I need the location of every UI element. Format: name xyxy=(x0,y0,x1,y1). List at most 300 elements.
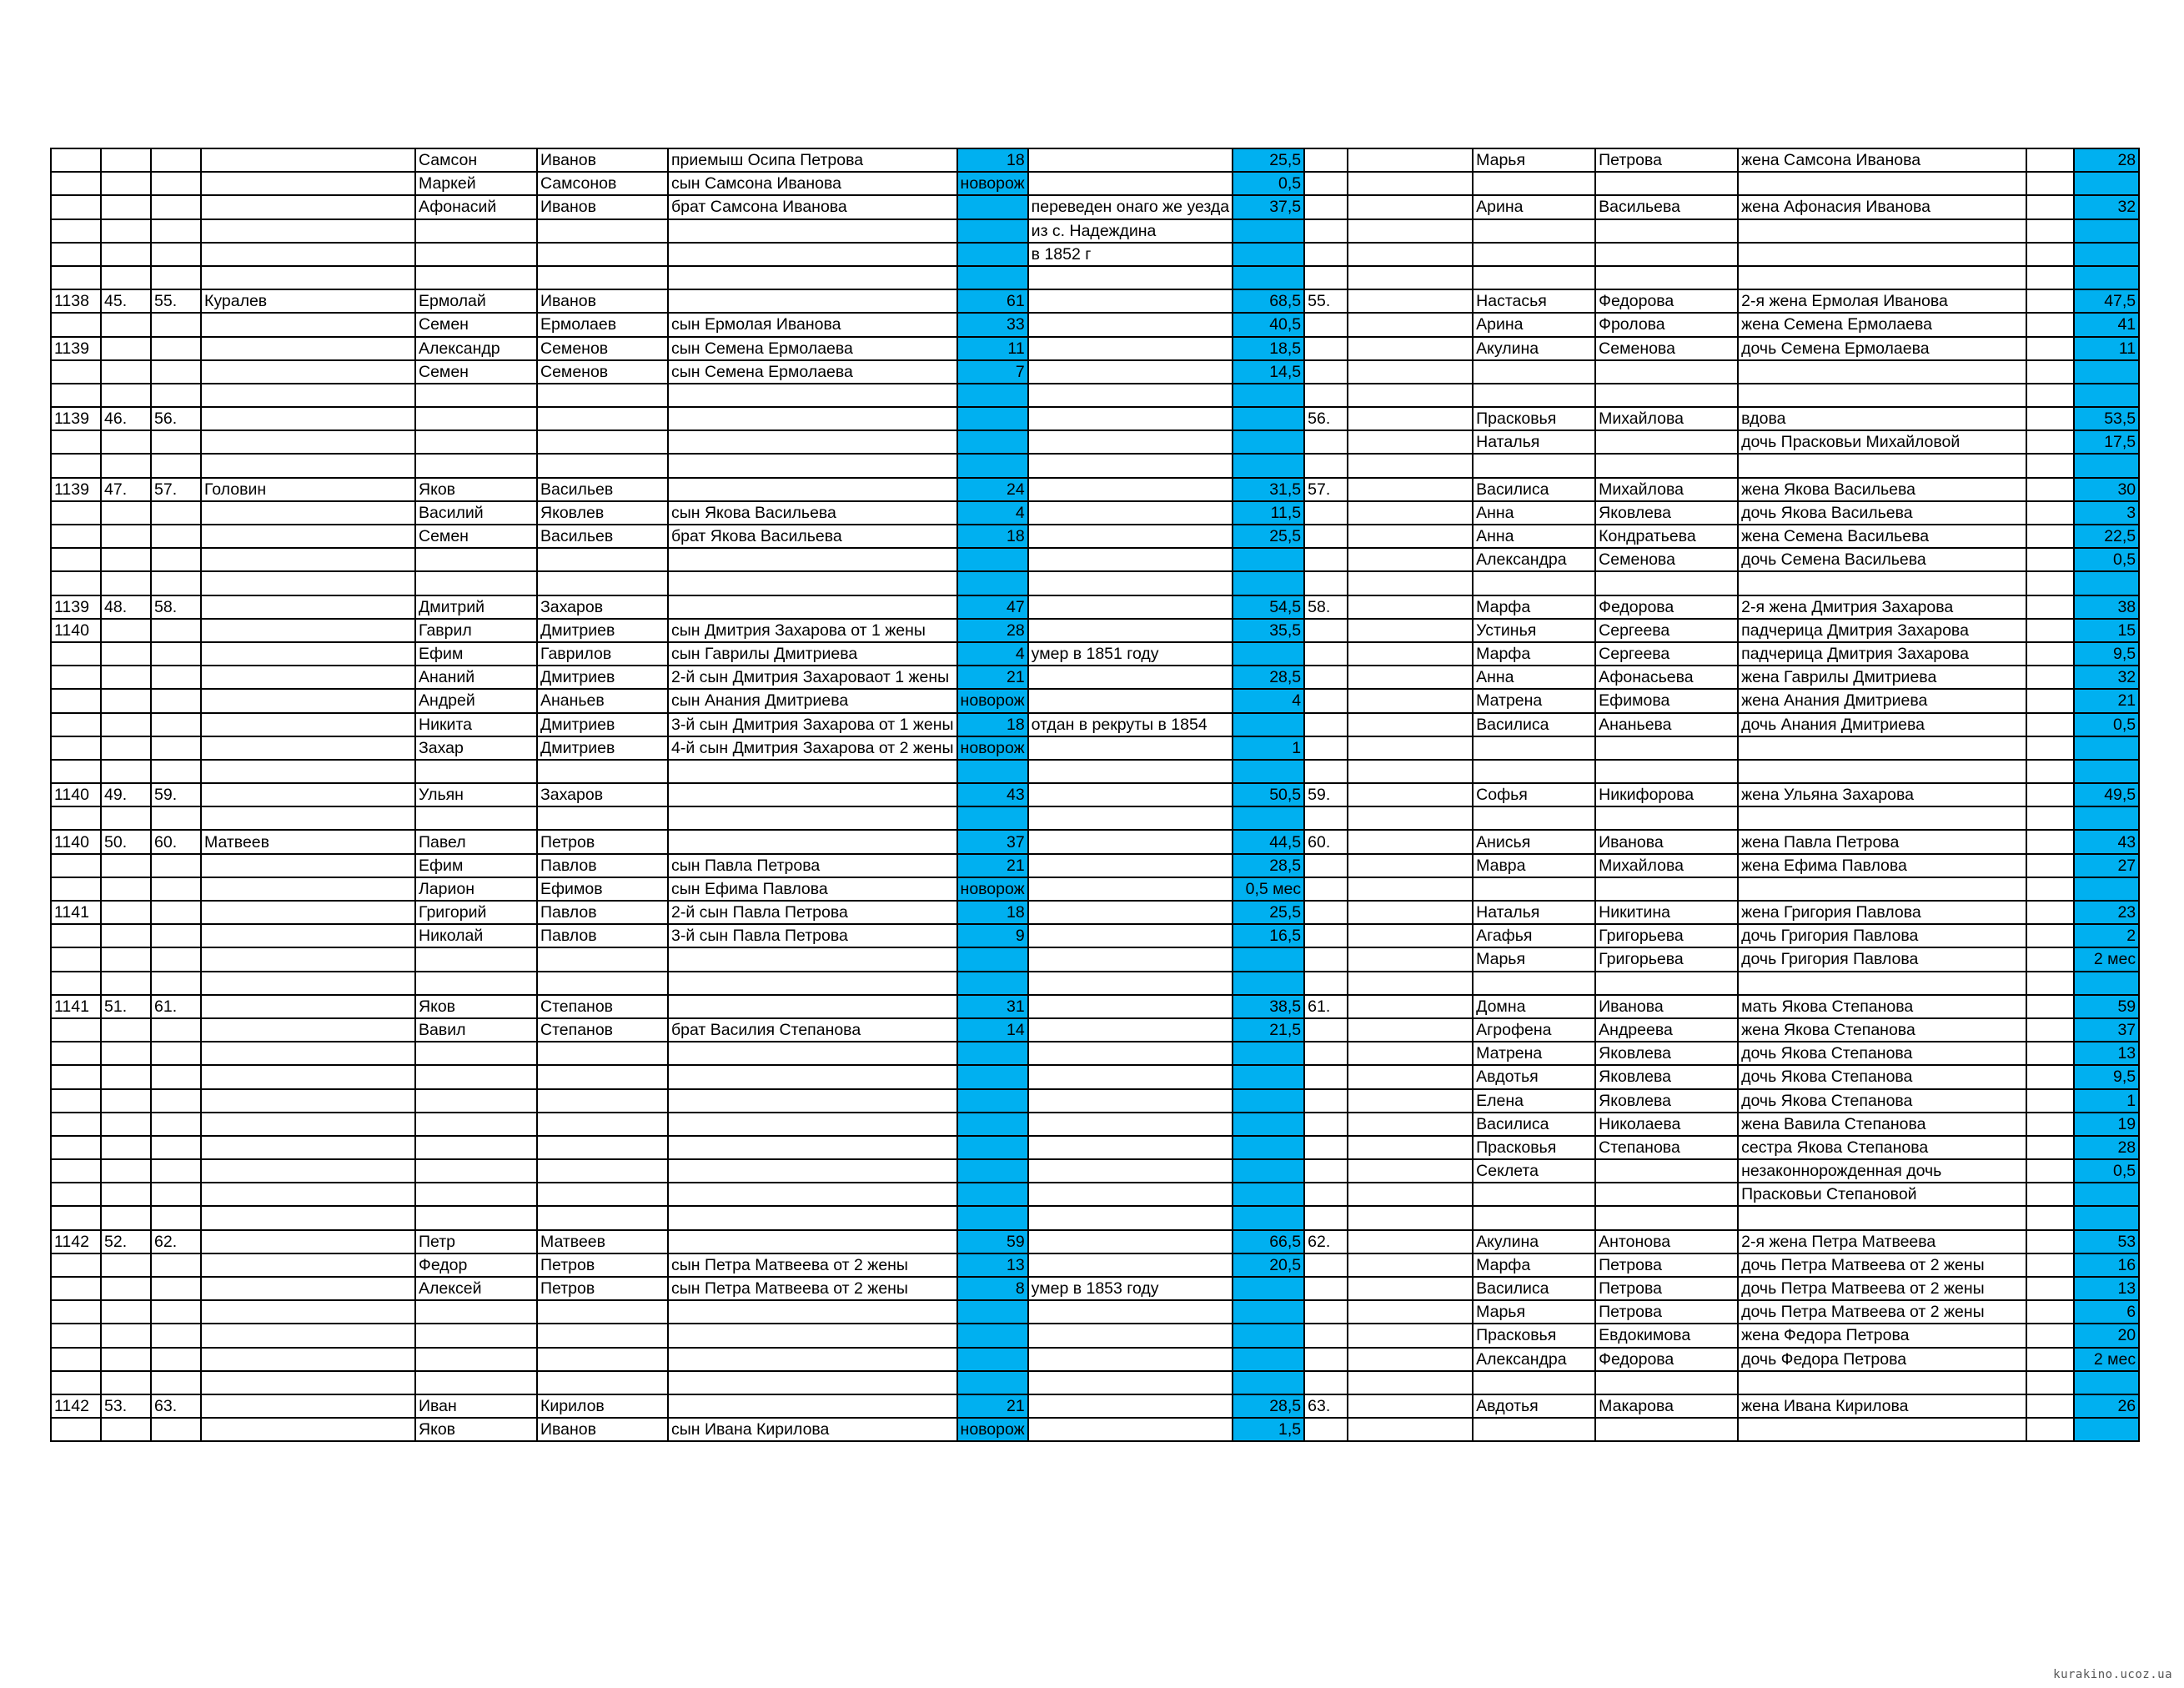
table-row xyxy=(51,525,2139,548)
table-cell: Николаева xyxy=(1595,1113,1738,1136)
table-cell xyxy=(2074,877,2139,901)
table-cell xyxy=(1233,219,1304,243)
table-cell xyxy=(1304,1183,1348,1206)
table-cell xyxy=(1028,571,1233,595)
table-cell: 47. xyxy=(101,478,151,501)
table-cell xyxy=(2074,219,2139,243)
table-cell xyxy=(1304,148,1348,172)
table-cell: 9,5 xyxy=(2074,1065,2139,1088)
table-row xyxy=(51,1324,2139,1347)
table-cell xyxy=(1595,972,1738,995)
table-cell xyxy=(1233,760,1304,783)
table-cell: Дмитриев xyxy=(537,619,668,642)
table-cell: Семенов xyxy=(537,360,668,384)
table-cell: сын Самсона Иванова xyxy=(668,172,957,195)
table-cell: 50,5 xyxy=(1233,783,1304,806)
table-cell xyxy=(151,713,201,736)
table-cell xyxy=(51,219,101,243)
table-cell xyxy=(537,1348,668,1371)
table-cell: Григорий xyxy=(415,901,537,924)
table-cell: Матвеев xyxy=(537,1230,668,1253)
table-cell: Ермолаев xyxy=(537,313,668,336)
table-cell: Ефимова xyxy=(1595,689,1738,712)
table-cell xyxy=(51,947,101,971)
table-cell xyxy=(201,619,415,642)
table-cell: 33 xyxy=(957,313,1028,336)
table-cell: 2-й сын Дмитрия Захароваот 1 жены xyxy=(668,666,957,689)
table-cell xyxy=(668,972,957,995)
table-cell xyxy=(1028,736,1233,760)
table-cell: 37 xyxy=(957,830,1028,853)
table-cell xyxy=(1028,384,1233,407)
table-cell xyxy=(151,219,201,243)
table-row xyxy=(51,783,2139,806)
table-cell: 38,5 xyxy=(1233,995,1304,1018)
table-cell xyxy=(151,454,201,477)
table-cell xyxy=(1028,830,1233,853)
table-cell xyxy=(668,478,957,501)
table-cell xyxy=(1304,430,1348,454)
table-cell xyxy=(51,972,101,995)
table-cell: новорож xyxy=(957,1418,1028,1441)
table-cell: Никитина xyxy=(1595,901,1738,924)
table-cell xyxy=(101,666,151,689)
table-cell xyxy=(2074,243,2139,266)
table-cell xyxy=(101,854,151,877)
table-cell xyxy=(2026,1348,2074,1371)
table-cell xyxy=(668,1230,957,1253)
table-cell xyxy=(957,384,1028,407)
table-cell xyxy=(1028,454,1233,477)
table-cell xyxy=(101,619,151,642)
table-cell xyxy=(1304,901,1348,924)
table-cell xyxy=(1738,760,2026,783)
table-cell xyxy=(415,1159,537,1183)
table-row xyxy=(51,172,2139,195)
table-cell xyxy=(537,1042,668,1065)
table-cell xyxy=(1738,172,2026,195)
table-cell: сын Якова Васильева xyxy=(668,501,957,525)
table-cell: 4 xyxy=(1233,689,1304,712)
table-cell xyxy=(668,595,957,619)
table-row xyxy=(51,642,2139,666)
table-cell xyxy=(957,1371,1028,1394)
table-cell xyxy=(201,548,415,571)
table-cell xyxy=(101,337,151,360)
table-row xyxy=(51,736,2139,760)
table-cell xyxy=(101,713,151,736)
table-cell xyxy=(1304,219,1348,243)
table-cell xyxy=(201,1089,415,1113)
watermark-text: kurakino.ucoz.ua xyxy=(2053,1668,2172,1681)
table-cell xyxy=(957,1042,1028,1065)
table-cell: Яков xyxy=(415,1418,537,1441)
table-cell xyxy=(537,407,668,430)
table-cell xyxy=(1304,736,1348,760)
table-cell xyxy=(2026,1206,2074,1229)
table-cell: Павлов xyxy=(537,901,668,924)
table-cell: Васильев xyxy=(537,525,668,548)
table-cell: сын Семена Ермолаева xyxy=(668,360,957,384)
table-cell xyxy=(51,736,101,760)
table-cell xyxy=(537,1183,668,1206)
table-row xyxy=(51,1418,2139,1441)
table-cell: Дмитриев xyxy=(537,736,668,760)
table-cell xyxy=(1233,1113,1304,1136)
table-cell xyxy=(668,407,957,430)
table-cell xyxy=(201,854,415,877)
table-cell xyxy=(537,1371,668,1394)
table-cell xyxy=(1028,313,1233,336)
table-cell xyxy=(101,266,151,289)
table-cell xyxy=(2026,571,2074,595)
table-cell xyxy=(1738,1371,2026,1394)
table-cell: дочь Якова Степанова xyxy=(1738,1042,2026,1065)
table-cell: дочь Якова Васильева xyxy=(1738,501,2026,525)
table-cell xyxy=(2026,1183,2074,1206)
table-cell xyxy=(1348,360,1473,384)
table-cell xyxy=(201,219,415,243)
table-cell: 18 xyxy=(957,148,1028,172)
table-cell xyxy=(1473,266,1595,289)
table-cell xyxy=(2026,877,2074,901)
table-cell xyxy=(957,454,1028,477)
table-cell xyxy=(1473,219,1595,243)
table-cell: Дмитрий xyxy=(415,595,537,619)
table-cell xyxy=(2074,1206,2139,1229)
table-cell xyxy=(1233,1136,1304,1159)
table-row xyxy=(51,595,2139,619)
table-cell: Головин xyxy=(201,478,415,501)
table-cell xyxy=(101,1324,151,1347)
table-cell xyxy=(1348,1089,1473,1113)
table-cell xyxy=(1028,266,1233,289)
table-cell xyxy=(957,1089,1028,1113)
table-cell: 18 xyxy=(957,713,1028,736)
table-cell xyxy=(201,689,415,712)
table-cell xyxy=(415,1371,537,1394)
table-cell xyxy=(668,430,957,454)
table-cell xyxy=(1348,337,1473,360)
table-cell: 2-я жена Ермолая Иванова xyxy=(1738,289,2026,313)
table-cell xyxy=(51,525,101,548)
table-cell: 20,5 xyxy=(1233,1253,1304,1277)
table-cell: 21 xyxy=(2074,689,2139,712)
table-cell xyxy=(151,548,201,571)
table-cell xyxy=(51,313,101,336)
table-cell: Анна xyxy=(1473,666,1595,689)
table-cell: Евдокимова xyxy=(1595,1324,1738,1347)
table-cell: жена Якова Васильева xyxy=(1738,478,2026,501)
table-cell xyxy=(1233,384,1304,407)
census-table xyxy=(50,148,2140,1442)
table-cell xyxy=(415,972,537,995)
table-cell xyxy=(668,571,957,595)
table-cell xyxy=(1348,266,1473,289)
table-cell: Михайлова xyxy=(1595,854,1738,877)
table-cell xyxy=(1233,1300,1304,1324)
table-cell xyxy=(2026,642,2074,666)
table-cell xyxy=(668,830,957,853)
table-cell xyxy=(1028,1418,1233,1441)
table-cell xyxy=(101,148,151,172)
table-cell: Арина xyxy=(1473,313,1595,336)
table-cell: Никифорова xyxy=(1595,783,1738,806)
table-cell: 26 xyxy=(2074,1394,2139,1418)
table-cell xyxy=(1595,454,1738,477)
table-cell xyxy=(668,243,957,266)
table-cell: Прасковья xyxy=(1473,407,1595,430)
table-cell xyxy=(1473,806,1595,830)
table-row xyxy=(51,243,2139,266)
table-cell xyxy=(1304,642,1348,666)
table-cell xyxy=(151,1371,201,1394)
table-cell xyxy=(668,219,957,243)
table-cell: незаконнорожденная дочь xyxy=(1738,1159,2026,1183)
table-cell xyxy=(668,384,957,407)
table-cell xyxy=(201,525,415,548)
table-cell xyxy=(201,1206,415,1229)
table-cell xyxy=(957,760,1028,783)
table-cell xyxy=(1233,430,1304,454)
table-row xyxy=(51,995,2139,1018)
table-cell xyxy=(1233,642,1304,666)
table-cell: Григорьева xyxy=(1595,924,1738,947)
table-cell: Арина xyxy=(1473,195,1595,219)
table-cell: жена Вавила Степанова xyxy=(1738,1113,2026,1136)
table-cell: 1139 xyxy=(51,337,101,360)
table-cell: Наталья xyxy=(1473,901,1595,924)
table-cell xyxy=(668,1136,957,1159)
table-cell xyxy=(1028,760,1233,783)
table-cell: дочь Якова Степанова xyxy=(1738,1065,2026,1088)
table-cell xyxy=(1233,454,1304,477)
table-cell: Прасковьи Степановой xyxy=(1738,1183,2026,1206)
table-cell: 0,5 мес xyxy=(1233,877,1304,901)
table-cell: Андреева xyxy=(1595,1018,1738,1042)
table-cell xyxy=(1028,1253,1233,1277)
table-cell: 2 мес xyxy=(2074,947,2139,971)
table-cell xyxy=(2026,384,2074,407)
table-cell: 45. xyxy=(101,289,151,313)
table-cell: Петров xyxy=(537,830,668,853)
table-cell: Яковлева xyxy=(1595,1065,1738,1088)
table-cell: Семен xyxy=(415,313,537,336)
table-cell xyxy=(1028,972,1233,995)
table-cell xyxy=(1348,1300,1473,1324)
table-cell: Самсонов xyxy=(537,172,668,195)
table-cell xyxy=(537,1089,668,1113)
table-cell: Домна xyxy=(1473,995,1595,1018)
table-cell xyxy=(668,1206,957,1229)
table-cell: 49. xyxy=(101,783,151,806)
table-cell xyxy=(2026,901,2074,924)
table-cell xyxy=(101,1042,151,1065)
table-cell: Васильев xyxy=(537,478,668,501)
table-cell xyxy=(1348,1042,1473,1065)
table-cell: дочь Прасковьи Михайловой xyxy=(1738,430,2026,454)
table-cell: 27 xyxy=(2074,854,2139,877)
table-row xyxy=(51,219,2139,243)
table-cell xyxy=(2026,830,2074,853)
table-cell: Афонасий xyxy=(415,195,537,219)
table-cell: 28,5 xyxy=(1233,854,1304,877)
table-cell xyxy=(415,454,537,477)
table-cell xyxy=(51,806,101,830)
table-cell: Агафья xyxy=(1473,924,1595,947)
table-cell: умер в 1851 году xyxy=(1028,642,1233,666)
table-cell: Самсон xyxy=(415,148,537,172)
table-cell: Кирилов xyxy=(537,1394,668,1418)
table-cell xyxy=(1473,1206,1595,1229)
table-cell: Елена xyxy=(1473,1089,1595,1113)
table-cell xyxy=(1348,1159,1473,1183)
table-cell xyxy=(1595,760,1738,783)
table-cell xyxy=(201,666,415,689)
table-cell xyxy=(1473,972,1595,995)
table-cell xyxy=(668,548,957,571)
table-cell xyxy=(1304,689,1348,712)
table-cell xyxy=(957,972,1028,995)
table-row xyxy=(51,947,2139,971)
table-cell xyxy=(101,877,151,901)
table-cell: Захаров xyxy=(537,595,668,619)
table-cell xyxy=(151,1159,201,1183)
table-cell: Авдотья xyxy=(1473,1394,1595,1418)
table-cell xyxy=(2026,1136,2074,1159)
table-cell xyxy=(101,219,151,243)
table-cell xyxy=(101,736,151,760)
table-cell xyxy=(2026,195,2074,219)
table-cell: 60. xyxy=(1304,830,1348,853)
table-cell xyxy=(668,1300,957,1324)
table-cell xyxy=(151,1136,201,1159)
table-cell: Куралев xyxy=(201,289,415,313)
table-cell xyxy=(1348,501,1473,525)
table-cell: Гаврил xyxy=(415,619,537,642)
table-cell xyxy=(1348,1113,1473,1136)
table-cell xyxy=(1738,571,2026,595)
table-cell xyxy=(1028,430,1233,454)
table-cell xyxy=(1595,877,1738,901)
table-cell xyxy=(101,360,151,384)
table-cell xyxy=(51,384,101,407)
table-cell xyxy=(2026,1418,2074,1441)
table-row xyxy=(51,1394,2139,1418)
table-cell xyxy=(2026,313,2074,336)
table-cell xyxy=(101,1113,151,1136)
table-cell: 61 xyxy=(957,289,1028,313)
table-cell: дочь Анания Дмитриева xyxy=(1738,713,2026,736)
table-cell xyxy=(101,689,151,712)
table-cell xyxy=(1348,525,1473,548)
table-cell xyxy=(201,172,415,195)
table-cell: 20 xyxy=(2074,1324,2139,1347)
table-cell xyxy=(1348,195,1473,219)
table-cell: 16 xyxy=(2074,1253,2139,1277)
table-cell xyxy=(201,924,415,947)
table-cell: 28 xyxy=(2074,1136,2139,1159)
table-row xyxy=(51,478,2139,501)
table-cell xyxy=(957,1324,1028,1347)
table-cell xyxy=(151,1418,201,1441)
table-cell xyxy=(668,1089,957,1113)
table-cell: 0,5 xyxy=(1233,172,1304,195)
table-cell: дочь Семена Ермолаева xyxy=(1738,337,2026,360)
table-cell xyxy=(201,407,415,430)
table-cell: дочь Петра Матвеева от 2 жены xyxy=(1738,1253,2026,1277)
table-cell xyxy=(668,1394,957,1418)
table-cell: 21 xyxy=(957,854,1028,877)
table-cell xyxy=(1304,947,1348,971)
table-cell: Ульян xyxy=(415,783,537,806)
table-cell: 50. xyxy=(101,830,151,853)
table-cell xyxy=(1348,830,1473,853)
table-cell: Михайлова xyxy=(1595,478,1738,501)
table-row xyxy=(51,337,2139,360)
table-cell xyxy=(1304,619,1348,642)
table-cell xyxy=(51,713,101,736)
table-cell xyxy=(1473,760,1595,783)
table-cell xyxy=(1738,219,2026,243)
table-cell xyxy=(1348,571,1473,595)
table-cell: Устинья xyxy=(1473,619,1595,642)
table-cell: 58. xyxy=(151,595,201,619)
table-cell xyxy=(1233,806,1304,830)
table-cell xyxy=(1028,501,1233,525)
table-cell: Настасья xyxy=(1473,289,1595,313)
table-cell: 35,5 xyxy=(1233,619,1304,642)
table-cell xyxy=(415,1042,537,1065)
table-cell: сын Семена Ермолаева xyxy=(668,337,957,360)
table-cell: Секлета xyxy=(1473,1159,1595,1183)
table-cell xyxy=(201,760,415,783)
table-cell xyxy=(1028,1300,1233,1324)
table-cell: Степанов xyxy=(537,1018,668,1042)
table-cell xyxy=(101,1253,151,1277)
table-cell xyxy=(1304,1159,1348,1183)
table-cell: 62. xyxy=(1304,1230,1348,1253)
table-cell: 51. xyxy=(101,995,151,1018)
table-cell xyxy=(101,313,151,336)
table-cell xyxy=(1028,947,1233,971)
table-cell xyxy=(151,501,201,525)
table-cell xyxy=(2026,1042,2074,1065)
table-cell xyxy=(2026,266,2074,289)
table-cell xyxy=(51,1018,101,1042)
table-cell xyxy=(151,947,201,971)
table-cell xyxy=(537,1065,668,1088)
table-cell xyxy=(415,1324,537,1347)
table-cell xyxy=(1304,337,1348,360)
table-cell xyxy=(2026,1065,2074,1088)
table-cell xyxy=(2026,595,2074,619)
table-cell: Гаврилов xyxy=(537,642,668,666)
table-cell xyxy=(668,266,957,289)
table-cell xyxy=(2026,430,2074,454)
table-cell: Яковлева xyxy=(1595,501,1738,525)
table-cell: 1 xyxy=(2074,1089,2139,1113)
table-cell xyxy=(201,501,415,525)
table-cell: Иванова xyxy=(1595,995,1738,1018)
table-cell xyxy=(1738,1206,2026,1229)
table-cell xyxy=(51,548,101,571)
table-cell: 28 xyxy=(2074,148,2139,172)
table-cell xyxy=(101,1348,151,1371)
table-cell xyxy=(101,1277,151,1300)
table-cell xyxy=(415,407,537,430)
table-cell xyxy=(668,1042,957,1065)
